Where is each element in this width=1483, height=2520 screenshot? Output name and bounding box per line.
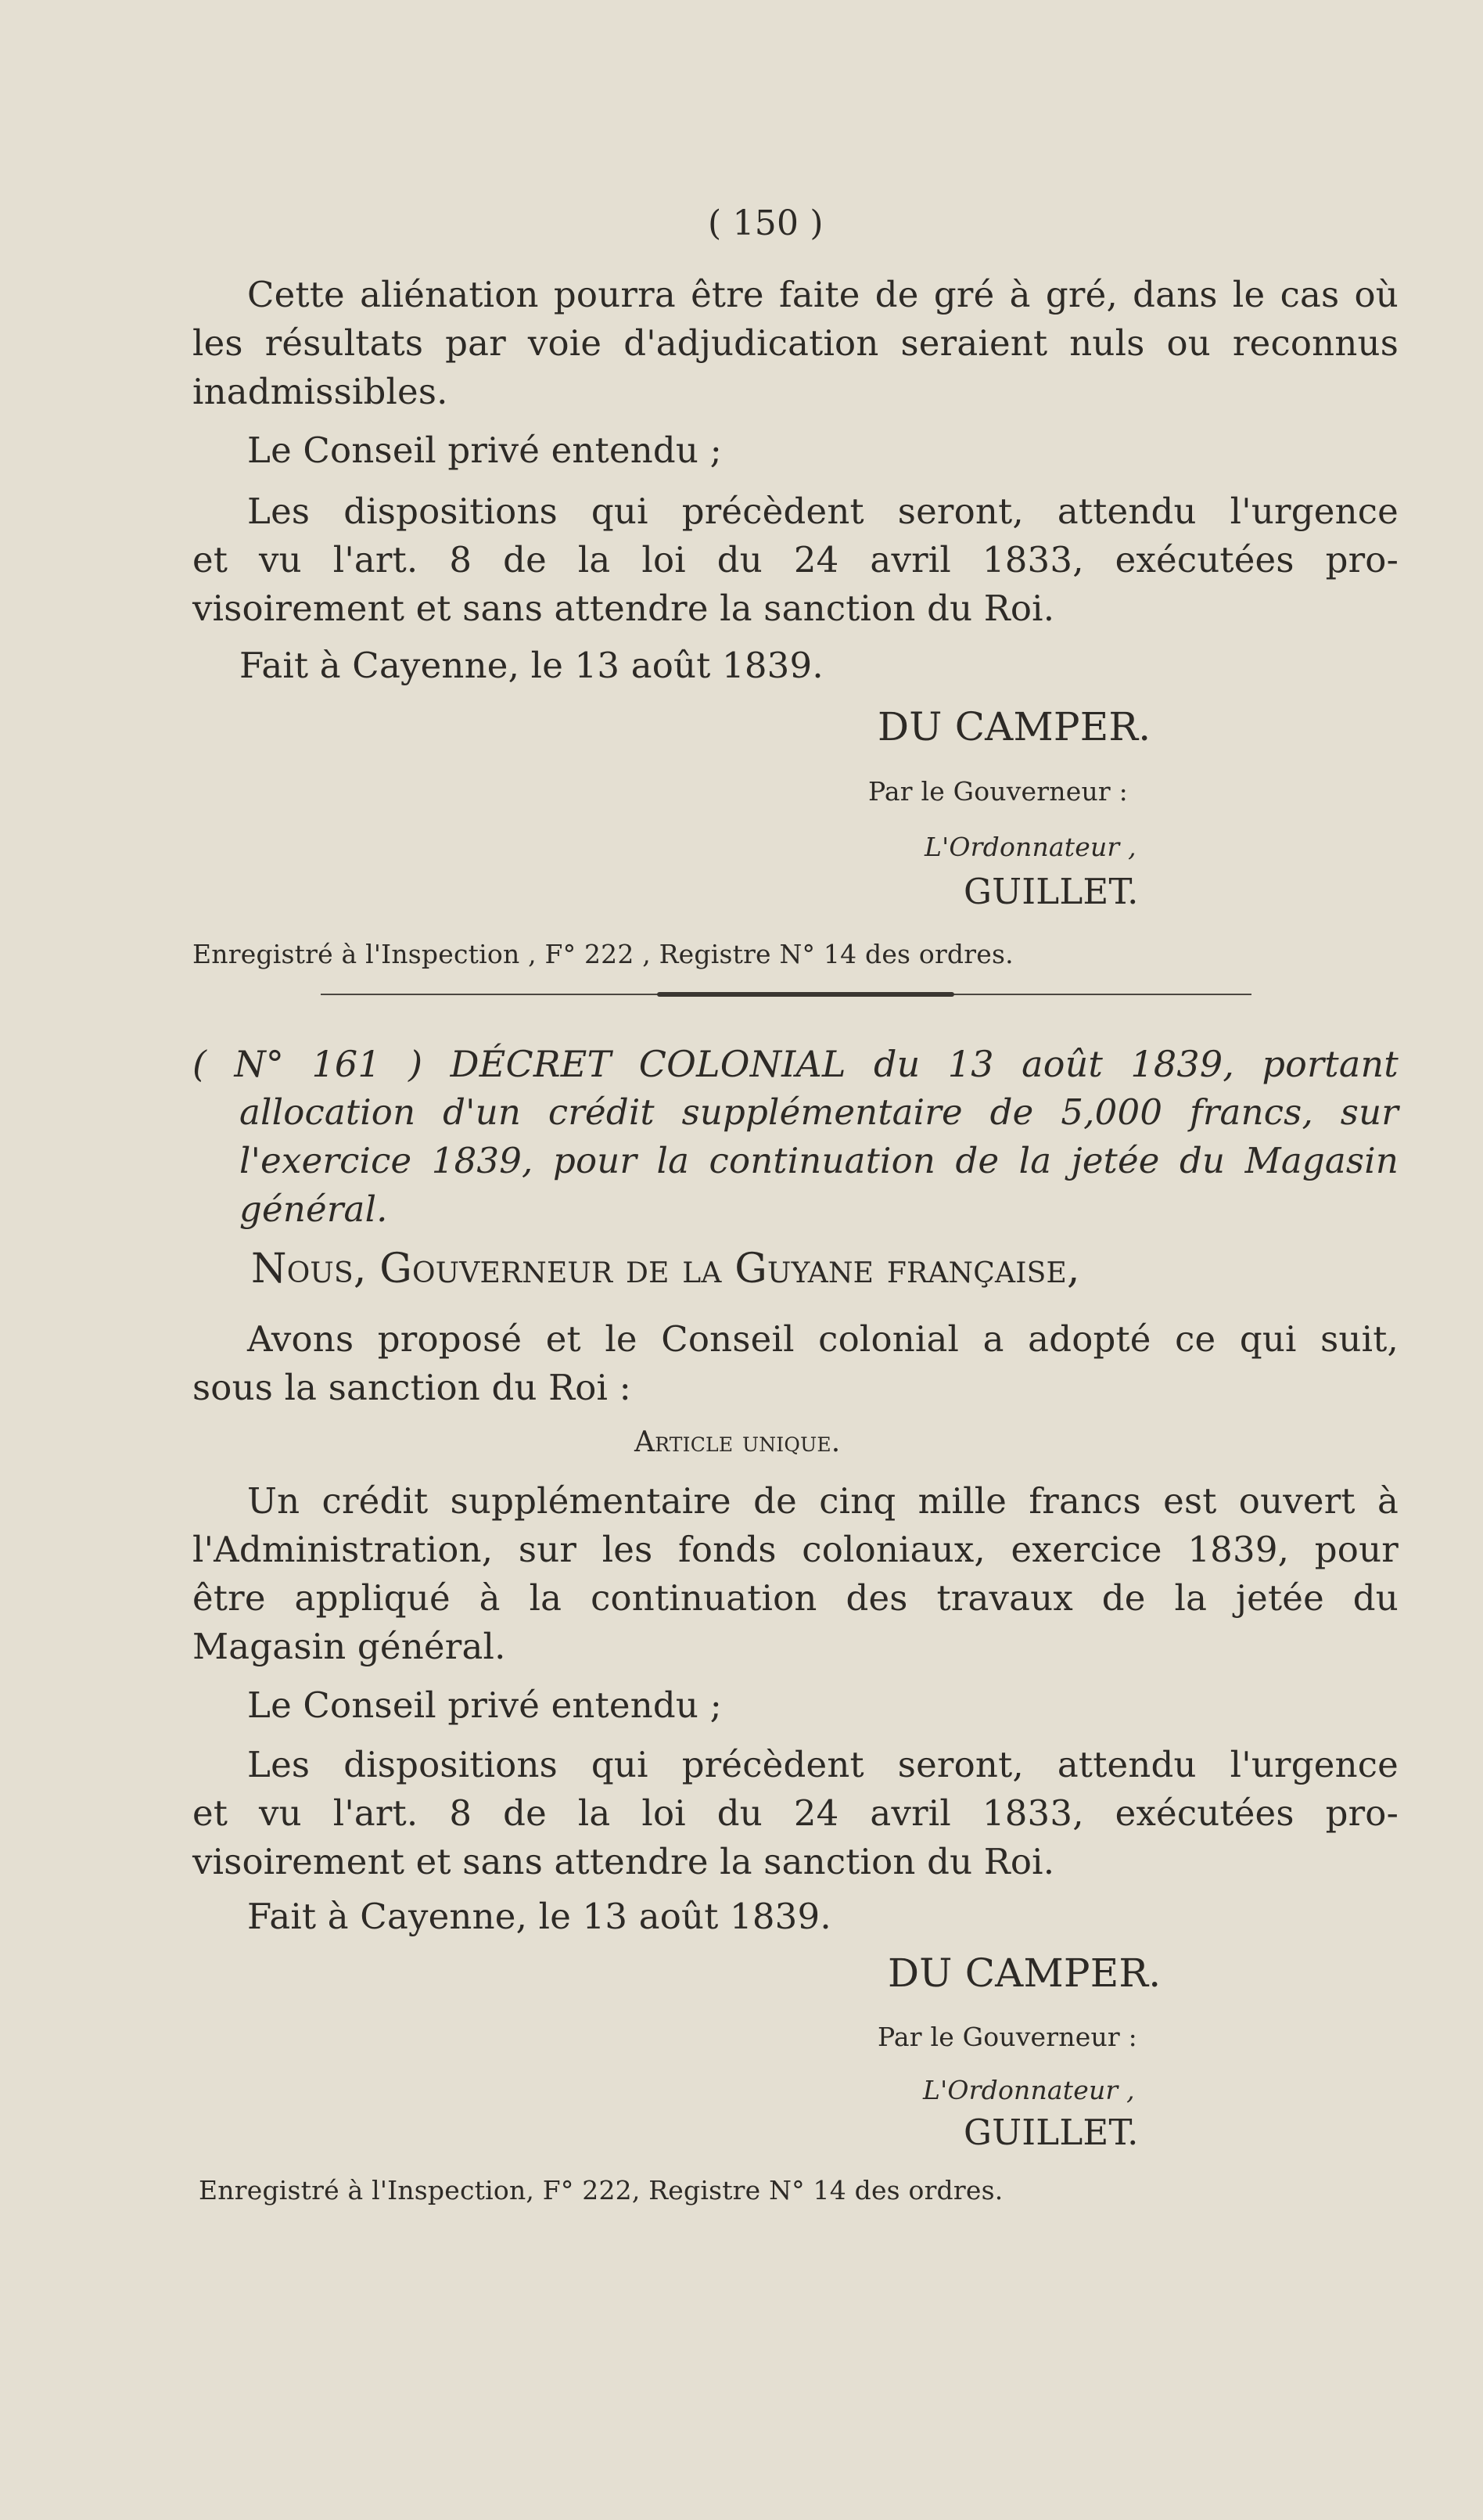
guillet-signature: GUILLET. bbox=[964, 2112, 1139, 2153]
ordonnateur: L'Ordonnateur , bbox=[925, 832, 1136, 862]
registration-note: Enregistré à l'Inspection , F° 222 , Registre N° 14 des ordres. bbox=[192, 939, 1014, 969]
section-divider bbox=[321, 990, 1251, 998]
par-le-gouverneur: Par le Gouverneur : bbox=[878, 2022, 1137, 2052]
paragraph-line: l'Administration, sur les fonds coloniaux, exercice 1839, pour bbox=[192, 1529, 1399, 1570]
decree-title-line: allocation d'un crédit supplémentaire de 5,000 francs, sur bbox=[239, 1091, 1399, 1133]
paragraph-line: Les dispositions qui précèdent seront, attendu l'urgence bbox=[247, 1744, 1399, 1785]
paragraph-line: Cette aliénation pourra être faite de gré à gré, dans le cas où bbox=[247, 274, 1399, 315]
paragraph-line: Les dispositions qui précèdent seront, attendu l'urgence bbox=[247, 491, 1399, 532]
paragraph-line: visoirement et sans attendre la sanction du Roi. bbox=[192, 588, 1055, 629]
paragraph-line: Magasin général. bbox=[192, 1626, 506, 1667]
decree-title-line: général. bbox=[239, 1188, 388, 1230]
paragraph-line: sous la sanction du Roi : bbox=[192, 1367, 631, 1408]
signature-du-camper: DU CAMPER. bbox=[878, 704, 1151, 750]
paragraph-line: être appliqué à la continuation des travaux de la jetée du bbox=[192, 1577, 1399, 1619]
paragraph-line: Un crédit supplémentaire de cinq mille francs est ouvert à bbox=[247, 1480, 1399, 1522]
signature-du-camper: DU CAMPER. bbox=[888, 1950, 1162, 1996]
par-le-gouverneur: Par le Gouverneur : bbox=[868, 776, 1128, 807]
paragraph-line: les résultats par voie d'adjudication seraient nuls ou reconnus bbox=[192, 322, 1399, 364]
decree-title-line: ( N° 161 ) DÉCRET COLONIAL du 13 août 1839, portant bbox=[192, 1043, 1399, 1085]
paragraph-line: et vu l'art. 8 de la loi du 24 avril 1833, exécutées pro- bbox=[192, 1792, 1399, 1834]
paragraph-line: Le Conseil privé entendu ; bbox=[247, 1684, 722, 1726]
article-heading: Article unique. bbox=[634, 1426, 841, 1458]
registration-note: Enregistré à l'Inspection, F° 222, Registre N° 14 des ordres. bbox=[199, 2175, 1004, 2205]
nous-gouverneur: Nous, Gouverneur de la Guyane française, bbox=[251, 1246, 1080, 1292]
page-number: ( 150 ) bbox=[708, 203, 824, 243]
ordonnateur: L'Ordonnateur , bbox=[923, 2075, 1135, 2105]
paragraph-line: Le Conseil privé entendu ; bbox=[247, 430, 722, 471]
paragraph-line: visoirement et sans attendre la sanction du Roi. bbox=[192, 1841, 1055, 1882]
paragraph-line: et vu l'art. 8 de la loi du 24 avril 1833, exécutées pro- bbox=[192, 539, 1399, 581]
paragraph-line: inadmissibles. bbox=[192, 371, 448, 412]
date-line: Fait à Cayenne, le 13 août 1839. bbox=[247, 1896, 831, 1937]
date-line: Fait à Cayenne, le 13 août 1839. bbox=[239, 645, 824, 686]
guillet-signature: GUILLET. bbox=[964, 871, 1139, 912]
decree-title-line: l'exercice 1839, pour la continuation de la jetée du Magasin bbox=[239, 1140, 1399, 1181]
paragraph-line: Avons proposé et le Conseil colonial a adopté ce qui suit, bbox=[247, 1318, 1399, 1360]
